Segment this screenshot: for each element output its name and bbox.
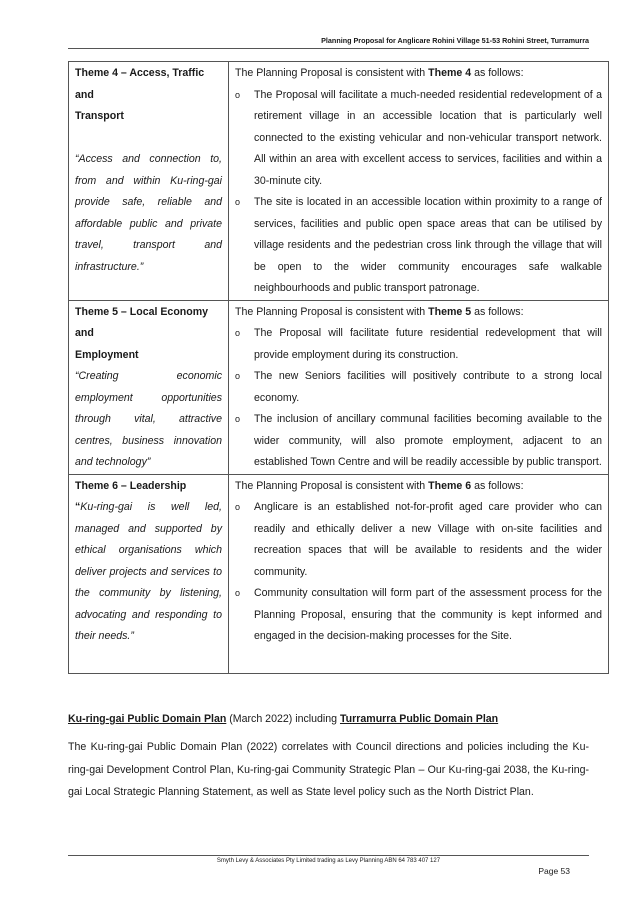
bullet-icon: o <box>235 588 241 598</box>
theme-5-quote: “Creating economic employment opportunities through vital, attractive centres, business innovation and technology” <box>75 370 222 468</box>
list-item: o The inclusion of ancillary communal facilities becoming available to the wider community, will also promote employment, adjacent to an established Town Centre and will be readily accessible by public transport. <box>235 409 602 474</box>
header-divider <box>68 48 589 49</box>
theme-5-heading-cell <box>69 300 229 474</box>
theme-row-4 <box>69 62 609 301</box>
section-heading: Ku-ring-gai Public Domain Plan (March 2022) including Turramurra Public Domain Plan <box>68 713 499 725</box>
section-paragraph: The Ku-ring-gai Public Domain Plan (2022) correlates with Council directions and policies including the Ku-ring-gai Development Control Plan, Ku-ring-gai Community Strategic Plan – Our Ku-ring-gai 2038, the Ku-ring-gai Local Strategic Planning Statement, as well as State level policy such as the North District Plan. <box>68 741 589 798</box>
theme-5-title: Theme 5 – Local Economy and <box>75 305 209 339</box>
list-item: o The site is located in an accessible location within proximity to a range of services, facilities and public open space areas that can be utilised by village residents and the pedestrian cross link through the village that will be open to the wider community encourages safe walkable neighbourhoods and public transport patronage. <box>235 192 602 300</box>
bullet-icon: o <box>235 414 241 424</box>
theme-4-detail-cell <box>229 62 609 301</box>
running-header: Planning Proposal for Anglicare Rohini Village 51-53 Rohini Street, Turramurra <box>321 36 589 45</box>
theme-5-points <box>235 323 602 474</box>
theme-4-points <box>235 85 602 300</box>
footer-divider <box>68 855 589 856</box>
theme-4-title-cont: Transport <box>75 110 124 122</box>
theme-4-quote: “Access and connection to, from and within Ku-ring-gai provide safe, reliable and affordable public and private travel, transport and infrastructure.” <box>75 153 222 273</box>
theme-5-intro: The Planning Proposal is consistent with Theme 5 as follows: <box>235 305 524 318</box>
themes-table <box>68 61 609 674</box>
theme-6-points <box>235 497 602 648</box>
bullet-icon: o <box>235 371 241 381</box>
theme-6-title: Theme 6 – Leadership <box>75 479 187 492</box>
list-item: o Community consultation will form part of the assessment process for the Planning Proposal, ensuring that the community is kept informed and engaged in the decision-making processes for the Site. <box>235 583 602 648</box>
bullet-icon: o <box>235 89 241 100</box>
list-item: o The Proposal will facilitate a much-needed residential redevelopment of a retirement village in an accessible location that is particularly well connected to the existing vehicular and non-vehicular transport network. All within an area with excellent access to services, facilities and within a 30-minute city. <box>235 85 602 193</box>
list-item: o Anglicare is an established not-for-profit aged care provider who can readily and ethically deliver a new Village with on-site facilities and recreation spaces that will be available to residents and the wider community. <box>235 497 602 583</box>
theme-6-quote: “Ku-ring-gai is well led, managed and supported by ethical organisations which deliver projects and services to the community by listening, advocating and responding to their needs.” <box>75 501 222 642</box>
theme-4-heading-cell <box>69 62 229 301</box>
list-item: o The Proposal will facilitate future residential redevelopment that will provide employment during its construction. <box>235 323 602 366</box>
theme-5-detail-cell <box>229 300 609 474</box>
bullet-icon: o <box>235 502 241 512</box>
theme-6-intro: The Planning Proposal is consistent with Theme 6 as follows: <box>235 479 524 492</box>
theme-4-intro: The Planning Proposal is consistent with Theme 4 as follows: <box>235 67 524 79</box>
theme-5-title-cont: Employment <box>75 348 139 361</box>
footer-company: Smyth Levy & Associates Pty Limited trading as Levy Planning ABN 64 783 407 127 <box>216 858 441 864</box>
theme-4-title: Theme 4 – Access, Traffic and <box>75 67 205 101</box>
theme-6-heading-cell <box>69 474 229 673</box>
theme-6-detail-cell <box>229 474 609 673</box>
list-item: o The new Seniors facilities will positively contribute to a strong local economy. <box>235 366 602 409</box>
theme-row-6 <box>69 474 609 673</box>
bullet-icon: o <box>235 328 241 338</box>
theme-row-5 <box>69 300 609 474</box>
page-number: Page 53 <box>538 866 570 876</box>
bullet-icon: o <box>235 197 241 207</box>
